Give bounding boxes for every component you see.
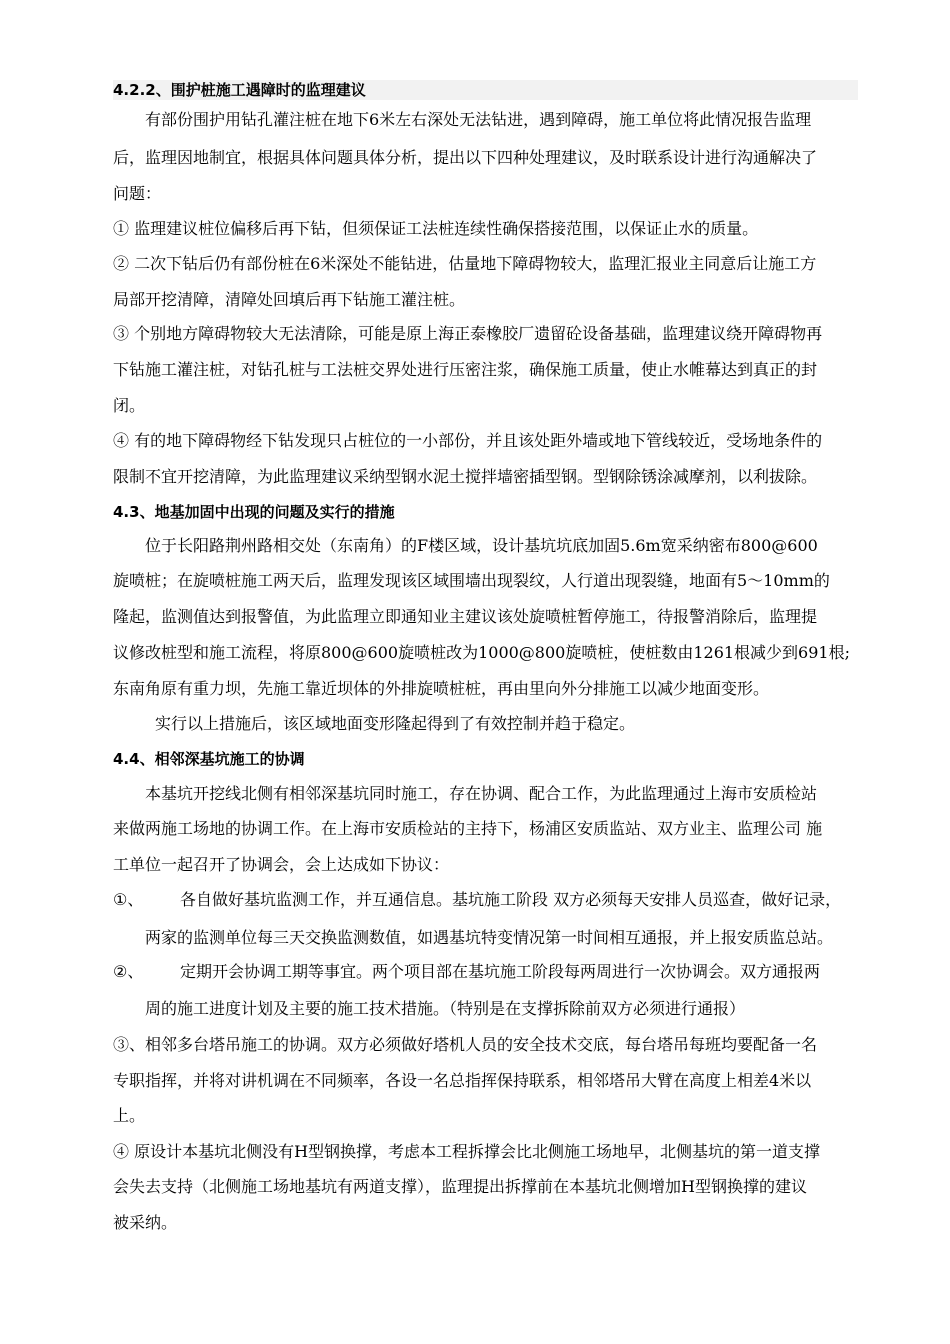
paragraph-line: 限制不宜开挖清障，为此监理建议采纳型钢水泥土搅拌墙密插型钢。型钢除锈涂减摩剂，以利拔除。 [113, 467, 818, 486]
paragraph-line: 下钻施工灌注桩，对钻孔桩与工法桩交界处进行压密注浆，确保施工质量，使止水帷幕达到真正的封 [113, 360, 818, 379]
paragraph-line: 局部开挖清障，清障处回填后再下钻施工灌注桩。 [113, 290, 466, 309]
paragraph-line: 隆起，监测值达到报警值，为此监理立即通知业主建议该处旋喷桩暂停施工，待报警消除后，监理提 [113, 607, 818, 626]
paragraph-line: 有部份围护用钻孔灌注桩在地下6米左右深处无法钻进，遇到障碍，施工单位将此情况报告监理 [145, 110, 812, 129]
paragraph-line: 问题： [113, 184, 162, 203]
paragraph-line: 来做两施工场地的协调工作。在上海市安质检站的主持下，杨浦区安质监站、双方业主、监理公司 施 [113, 819, 823, 838]
paragraph-line: 本基坑开挖线北侧有相邻深基坑同时施工，存在协调、配合工作，为此监理通过上海市安质检站 [145, 784, 818, 803]
paragraph-line: 议修改桩型和施工流程，将原800@600旋喷桩改为1000@800旋喷桩，使桩数由1261根减少到691根; [113, 643, 850, 662]
section-heading-4-2-2: 4.2.2、围护桩施工遇障时的监理建议 [113, 80, 858, 100]
paragraph-line: 位于长阳路荆州路相交处（东南角）的F楼区域，设计基坑坑底加固5.6m宽采纳密布800@600 [145, 536, 818, 555]
paragraph-line: 闭。 [113, 396, 146, 415]
list-item-1: ① 监理建议桩位偏移后再下钻，但须保证工法桩连续性确保搭接范围，以保证止水的质量。 [113, 219, 759, 238]
paragraph-line: 周的施工进度计划及主要的施工技术措施。（特别是在支撑拆除前双方必须进行通报） [145, 999, 746, 1018]
paragraph-line: 会失去支持（北侧施工场地基坑有两道支撑），监理提出拆撑前在本基坑北侧增加H型钢换撑的建议 [113, 1177, 807, 1196]
agreement-item-4: ④ 原设计本基坑北侧没有H型钢换撑，考虑本工程拆撑会比北侧施工场地早，北侧基坑的第一道支撑 [113, 1142, 821, 1161]
paragraph-line: 东南角原有重力坝，先施工靠近坝体的外排旋喷桩桩，再由里向外分排施工以减少地面变形。 [113, 679, 770, 698]
paragraph-line: 后，监理因地制宜，根据具体问题具体分析，提出以下四种处理建议，及时联系设计进行沟通解决了 [113, 148, 818, 167]
list-item-3: ③ 个别地方障碍物较大无法清除，可能是原上海正泰橡胶厂遗留砼设备基础，监理建议绕开障碍物再 [113, 324, 823, 343]
paragraph-line: 旋喷桩；在旋喷桩施工两天后，监理发现该区域围墙出现裂纹，人行道出现裂缝，地面有5～10mm的 [113, 571, 830, 590]
paragraph-line: 工单位一起召开了协调会，会上达成如下协议： [113, 855, 450, 874]
paragraph-line: 被采纳。 [113, 1213, 178, 1232]
agreement-item-1-marker: ①、 [113, 890, 144, 909]
agreement-item-1: 各自做好基坑监测工作，并互通信息。基坑施工阶段 双方必须每天安排人员巡查，做好记录， [180, 890, 842, 909]
paragraph-line: 实行以上措施后，该区域地面变形隆起得到了有效控制并趋于稳定。 [155, 714, 636, 733]
agreement-item-3: ③、相邻多台塔吊施工的协调。双方必须做好塔机人员的安全技术交底，每台塔吊每班均要配备一名 [113, 1035, 818, 1054]
agreement-item-2-marker: ②、 [113, 962, 144, 981]
paragraph-line: 专职指挥，并将对讲机调在不同频率，各设一名总指挥保持联系，相邻塔吊大臂在高度上相差4米以 [113, 1071, 812, 1090]
section-heading-4-3: 4.3、地基加固中出现的问题及实行的措施 [113, 503, 395, 521]
paragraph-line: 上。 [113, 1106, 146, 1125]
agreement-item-2: 定期开会协调工期等事宜。两个项目部在基坑施工阶段每两周进行一次协调会。双方通报两 [180, 962, 821, 981]
paragraph-line: 两家的监测单位每三天交换监测数值，如遇基坑特变情况第一时间相互通报，并上报安质监总站。 [145, 928, 834, 947]
list-item-2: ② 二次下钻后仍有部份桩在6米深处不能钻进，估量地下障碍物较大，监理汇报业主同意后让施工方 [113, 254, 817, 273]
section-heading-4-4: 4.4、相邻深基坑施工的协调 [113, 750, 305, 768]
list-item-4: ④ 有的地下障碍物经下钻发现只占桩位的一小部份，并且该处距外墙或地下管线较近，受场地条件的 [113, 431, 823, 450]
